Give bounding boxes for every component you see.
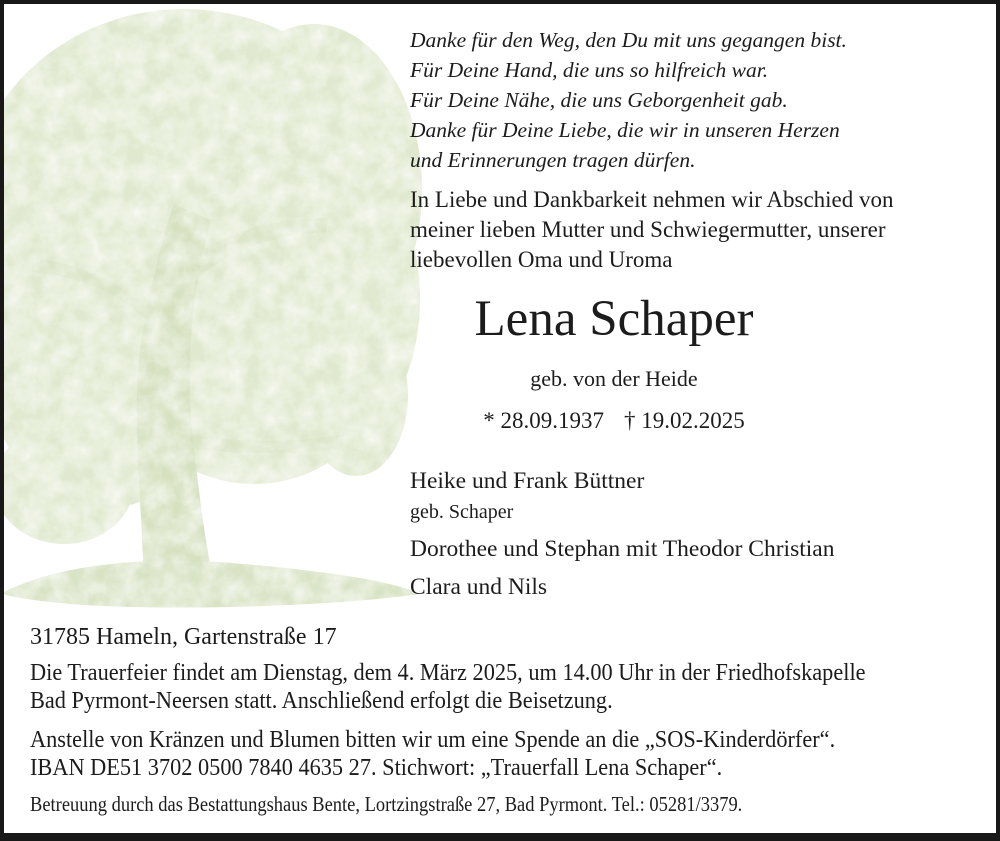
maiden-name: geb. von der Heide (530, 366, 698, 391)
donation-line (30, 755, 774, 782)
poem-line: Danke für Deine Liebe, die wir in unseren Herzen (410, 118, 840, 142)
birth-date: * 28.09.1937 (483, 408, 604, 433)
donation-iban-text: IBAN DE51 3702 0500 7840 4635 27. Stichwort: „Trauerfall Lena Schaper“. (30, 755, 723, 781)
deceased-name: Lena Schaper (474, 291, 754, 347)
life-dates (410, 408, 818, 434)
poem-line: und Erinnerungen tragen dürfen. (410, 148, 696, 172)
mourner-line: Dorothee und Stephan mit Theodor Christian (410, 536, 835, 562)
poem-line: Danke für den Weg, den Du mit uns gegangen bist. (410, 28, 847, 52)
funeral-home-line (30, 792, 839, 817)
donation-line (30, 727, 896, 754)
mourner-line: Heike und Frank Büttner (410, 468, 645, 494)
funeral-info-line (30, 660, 928, 687)
announcement-line: In Liebe und Dankbarkeit nehmen wir Abschied von (410, 187, 894, 212)
announcement-line: meiner lieben Mutter und Schwiegermutter, unserer (410, 217, 886, 242)
mourner-maiden-line: geb. Schaper (410, 501, 514, 523)
announcement-text (410, 185, 894, 275)
funeral-info-line (30, 688, 657, 715)
dedication-poem (410, 25, 847, 175)
poem-line: Für Deine Nähe, die uns Geborgenheit gab. (410, 88, 788, 112)
announcement-line: liebevollen Oma und Uroma (410, 247, 673, 272)
mourner-line: Clara und Nils (410, 574, 548, 600)
funeral-info-text: Bad Pyrmont-Neersen statt. Anschließend erfolgt die Beisetzung. (30, 688, 613, 714)
home-address: 31785 Hameln, Gartenstraße 17 (30, 624, 337, 650)
funeral-info-text: Die Trauerfeier findet am Dienstag, dem 4. März 2025, um 14.00 Uhr in der Friedhofskapelle (30, 660, 866, 686)
funeral-home-text: Betreuung durch das Bestattungshaus Bente, Lortzingstraße 27, Bad Pyrmont. Tel.: 05281/3379. (30, 792, 743, 816)
poem-line: Für Deine Hand, die uns so hilfreich war. (410, 58, 769, 82)
death-date: † 19.02.2025 (624, 408, 745, 433)
donation-text: Anstelle von Kränzen und Blumen bitten wir um eine Spende an die „SOS-Kinderdörfer“. (30, 727, 836, 753)
